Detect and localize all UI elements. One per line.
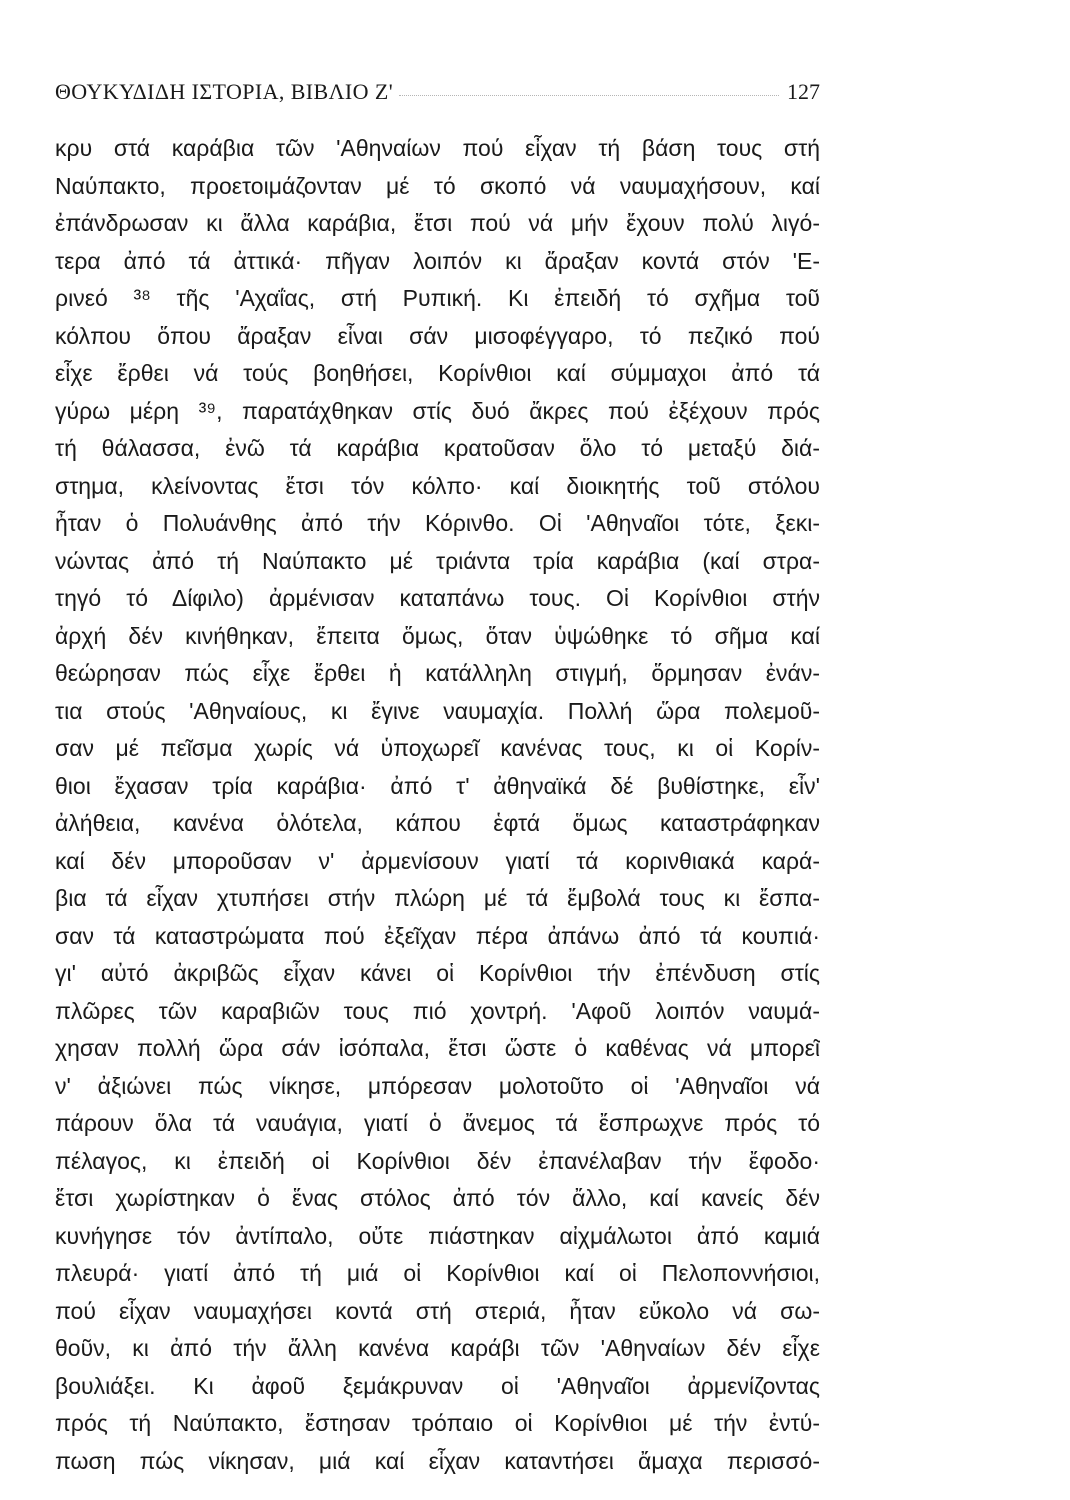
- text-line: πού εἶχαν ναυμαχήσει κοντά στή στεριά, ἦταν εὔκολο νά σω-: [55, 1297, 820, 1324]
- text-line: γι' αὐτό ἀκριβῶς εἶχαν κάνει οἱ Κορίνθιοι τήν ἐπένδυση στίς: [55, 960, 820, 986]
- text-line: εἶχε ἔρθει νά τούς βοηθήσει, Κορίνθιοι καί σύμμαχοι ἀπό τά: [55, 360, 820, 386]
- running-head: [55, 78, 820, 106]
- text-line: βια τά εἶχαν χτυπήσει στήν πλώρη μέ τά ἔμβολά τους κι ἔσπα-: [55, 885, 820, 911]
- text-line: κρυ στά καράβια τῶν 'Αθηναίων πού εἶχαν τή βάση τους στή: [55, 135, 820, 161]
- text-line: θιοι ἔχασαν τρία καράβια· ἀπό τ' ἀθηναϊκά δέ βυθίστηκε, εἶν': [55, 772, 820, 799]
- text-line: τια στούς 'Αθηναίους, κι ἔγινε ναυμαχία. Πολλή ὥρα πολεμοῦ-: [55, 697, 820, 724]
- text-line: ν' ἀξιώνει πώς νίκησε, μπόρεσαν μολοτοῦτο οἱ 'Αθηναῖοι νά: [55, 1072, 820, 1099]
- text-line: ρινεό ³⁸ τῆς 'Αχαΐας, στή Ρυπική. Κι ἐπειδή τό σχῆμα τοῦ: [55, 285, 820, 311]
- text-line: καί δέν μποροῦσαν ν' ἀρμενίσουν γιατί τά κορινθιακά καρά-: [55, 847, 820, 874]
- text-line: βουλιάξει. Κι ἀφοῦ ξεμάκρυναν οἱ 'Αθηναῖοι ἀρμενίζοντας: [55, 1372, 820, 1399]
- text-line: κόλπου ὅπου ἄραξαν εἶναι σάν μισοφέγγαρο, τό πεζικό πού: [55, 322, 820, 349]
- text-line: σαν τά καταστρώματα πού ἐξεῖχαν πέρα ἀπάνω ἀπό τά κουπιά·: [55, 922, 820, 949]
- text-line: πωση πώς νίκησαν, μιά καί εἶχαν καταντήσει ἄμαχα περισσό-: [55, 1447, 820, 1474]
- text-line: γύρω μέρη ³⁹, παρατάχθηκαν στίς δυό ἄκρες πού ἐξέχουν πρός: [55, 397, 820, 424]
- text-line: θεώρησαν πώς εἶχε ἔρθει ἡ κατάλληλη στιγμή, ὅρμησαν ἐνάν-: [55, 660, 820, 686]
- text-line: πάρουν ὅλα τά ναυάγια, γιατί ὁ ἄνεμος τά ἔσπρωχνε πρός τό: [55, 1110, 820, 1136]
- text-line: τηγό τό Δίφιλο) ἀρμένισαν καταπάνω τους. Οἱ Κορίνθιοι στήν: [55, 585, 820, 611]
- text-line: νώντας ἀπό τή Ναύπακτο μέ τριάντα τρία καράβια (καί στρα-: [55, 547, 820, 574]
- text-line: πέλαγος, κι ἐπειδή οἱ Κορίνθιοι δέν ἐπανέλαβαν τήν ἔφοδο·: [55, 1147, 820, 1174]
- text-line: πρός τή Ναύπακτο, ἔστησαν τρόπαιο οἱ Κορίνθιοι μέ τήν ἐντύ-: [55, 1410, 820, 1436]
- page-number: 127: [787, 79, 820, 104]
- text-line: πλῶρες τῶν καραβιῶν τους πιό χοντρή. 'Αφοῦ λοιπόν ναυμά-: [55, 997, 820, 1024]
- text-line: χησαν πολλή ὥρα σάν ἰσόπαλα, ἔτσι ὥστε ὁ καθένας νά μπορεῖ: [55, 1035, 820, 1061]
- text-line: πλευρά· γιατί ἀπό τή μιά οἱ Κορίνθιοι καί οἱ Πελοποννήσιοι,: [55, 1260, 820, 1286]
- running-title: ΘΟΥΚΥΔΙΔΗ ΙΣΤΟΡΙΑ, ΒΙΒΛΙΟ Ζ': [55, 79, 394, 104]
- text-line: τή θάλασσα, ἐνῶ τά καράβια κρατοῦσαν ὅλο τό μεταξύ διά-: [55, 435, 820, 461]
- body-text: [55, 130, 820, 1480]
- text-line: ἦταν ὁ Πολυάνθης ἀπό τήν Κόρινθο. Οἱ 'Αθηναῖοι τότε, ξεκι-: [55, 510, 820, 536]
- text-line: στημα, κλείνοντας ἔτσι τόν κόλπο· καί διοικητής τοῦ στόλου: [55, 472, 820, 499]
- header-rule: [399, 95, 779, 96]
- text-line: κυνήγησε τόν ἀντίπαλο, οὔτε πιάστηκαν αἰχμάλωτοι ἀπό καμιά: [55, 1222, 820, 1249]
- text-line: ἀλήθεια, κανένα ὁλότελα, κάπου ἑφτά ὅμως καταστράφηκαν: [55, 810, 820, 836]
- text-line: ἀρχή δέν κινήθηκαν, ἔπειτα ὅμως, ὅταν ὑψώθηκε τό σῆμα καί: [55, 622, 820, 649]
- text-line: τερα ἀπό τά ἀττικά· πῆγαν λοιπόν κι ἄραξαν κοντά στόν 'Ε-: [55, 247, 820, 274]
- text-line: ἐπάνδρωσαν κι ἄλλα καράβια, ἔτσι πού νά μήν ἔχουν πολύ λιγό-: [55, 210, 820, 236]
- text-line: ἔτσι χωρίστηκαν ὁ ἕνας στόλος ἀπό τόν ἄλλο, καί κανείς δέν: [55, 1185, 820, 1211]
- text-line: θοῦν, κι ἀπό τήν ἄλλη κανένα καράβι τῶν 'Αθηναίων δέν εἶχε: [55, 1335, 820, 1361]
- text-line: σαν μέ πεῖσμα χωρίς νά ὑποχωρεῖ κανένας τους, κι οἱ Κορίν-: [55, 735, 820, 761]
- text-line: Ναύπακτο, προετοιμάζονταν μέ τό σκοπό νά ναυμαχήσουν, καί: [55, 172, 820, 199]
